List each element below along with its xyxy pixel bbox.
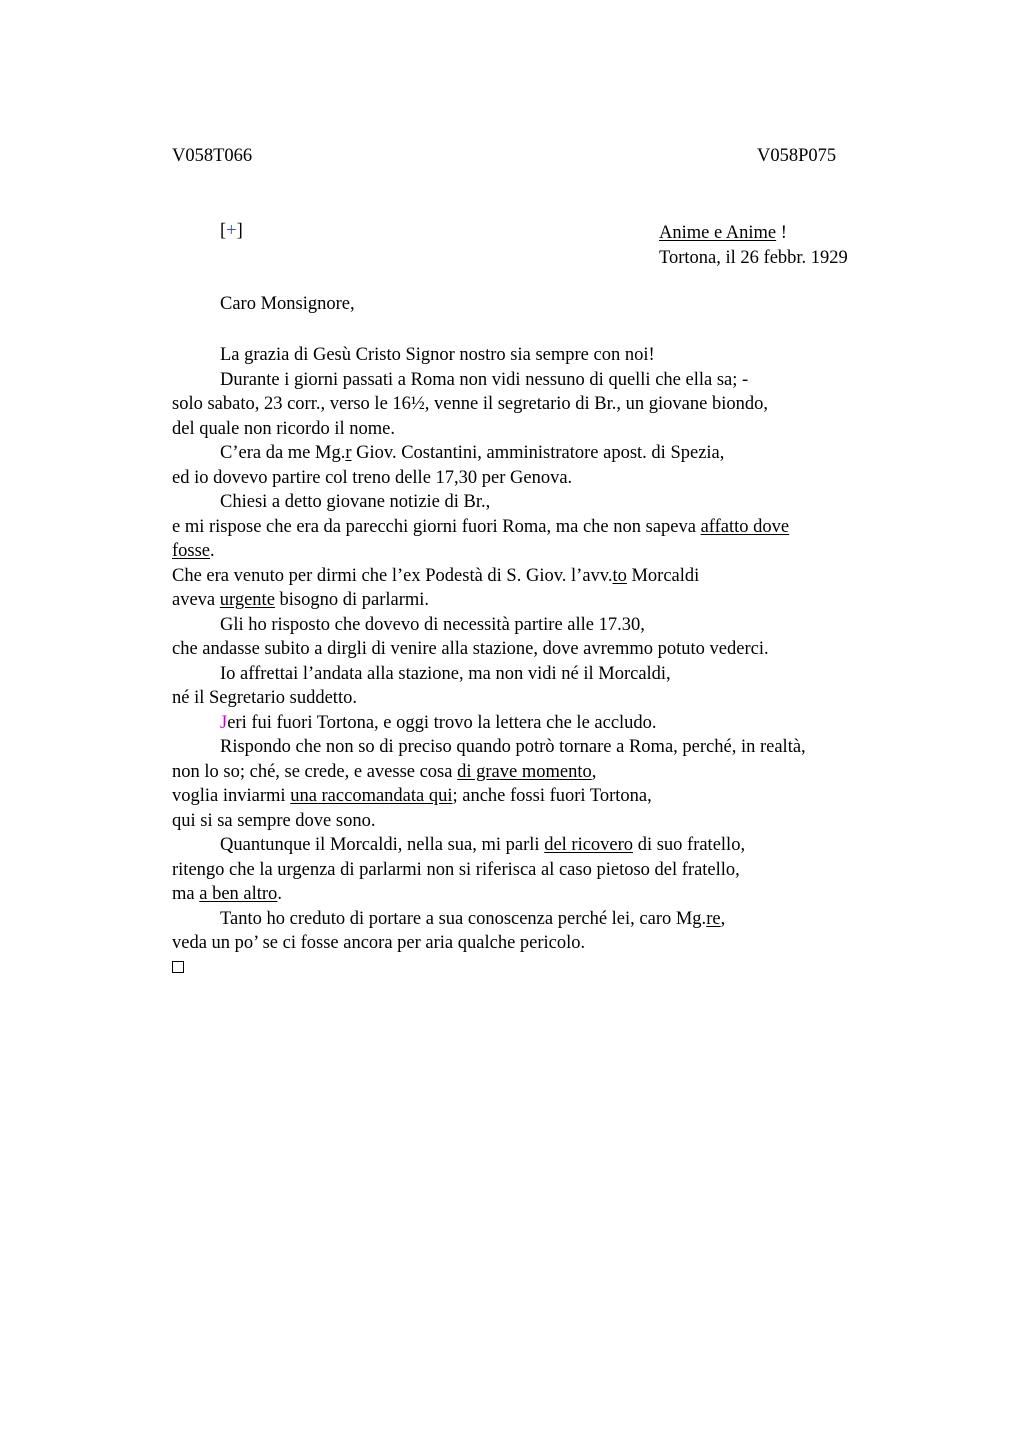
text: ma [172,884,200,904]
end-mark-line [172,956,892,981]
heading-title-line [659,221,848,246]
end-square-icon [172,961,184,973]
text: , [591,761,597,782]
body-line: veda un po’ se ci fosse ancora per aria qualche pericolo. [172,933,586,953]
heading-title-suffix: ! [776,223,787,243]
text: aveva [172,590,220,610]
text: Che era venuto per dirmi che l’ex Podestà di S. Giov. l’avv. [172,565,613,586]
heading-title: Anime e Anime [659,223,777,243]
text: e mi rispose che era da parecchi giorni fuori Roma, ma che non sapeva [172,516,701,537]
body-line: Chiesi a detto giovane notizie di Br., [220,492,491,512]
text: di suo fratello, [633,835,746,855]
body-line [172,588,892,613]
text: C’era da me Mg. [220,443,346,463]
underlined-text: fosse [172,541,211,561]
body-line [172,784,892,809]
text: non lo so; ché, se crede, e avesse cosa [172,761,458,782]
body-line: Io affrettai l’andata alla stazione, ma non vidi né il Morcaldi, [220,663,671,684]
body-line: né il Segretario suddetto. [172,688,357,708]
body-line: Rispondo che non so di preciso quando potrò tornare a Roma, perché, in realtà, [220,737,806,757]
place-date: Tortona, il 26 febbr. 1929 [659,247,848,268]
greeting: Caro Monsignore, [220,294,355,314]
body-line [172,539,892,564]
body-line: Gli ho risposto che dovevo di necessità partire alle 17.30, [220,614,645,635]
underlined-text: a ben altro [199,884,278,904]
body-line [172,907,892,932]
body-line [172,882,892,907]
underlined-text: to [612,565,627,586]
body-line: ritengo che la urgenza di parlarmi non si riferisca al caso pietoso del fratello, [172,859,740,880]
text: Tanto ho creduto di portare a sua conoscenza perché lei, caro Mg. [220,908,707,929]
document-code-left: V058T066 [172,146,253,166]
cross-open-bracket: [ [220,221,227,241]
highlighted-initial: J [220,712,228,733]
body-line [172,711,892,736]
body-line [172,564,892,589]
body-line [172,515,892,540]
body-line [172,441,892,466]
body-line [172,833,892,858]
body-line: La grazia di Gesù Cristo Signor nostro sia sempre con noi! [220,345,655,365]
underlined-text: affatto dove [700,516,790,537]
body-line: Durante i giorni passati a Roma non vidi nessuno di quelli che ella sa; - [220,369,749,390]
text: voglia inviarmi [172,786,291,806]
underlined-text: r [345,443,352,463]
text: eri fui fuori Tortona, e oggi trovo la lettera che le accludo. [227,712,657,733]
text: Morcaldi [626,565,700,586]
letter-body [172,343,892,980]
text: . [277,884,282,904]
body-line [172,760,892,785]
text: , [720,908,726,929]
text: . [210,541,215,561]
cross-plus-icon: + [226,221,237,241]
document-code-right: V058P075 [757,146,837,166]
cross-mark [220,221,243,242]
text: bisogno di parlarmi. [274,590,430,610]
text: ; anche fossi fuori Tortona, [452,786,652,806]
body-line: che andasse subito a dirgli di venire alla stazione, dove avremmo potuto vederci. [172,639,769,659]
letter-heading [659,221,848,270]
underlined-text: del ricovero [544,835,634,855]
body-line: solo sabato, 23 corr., verso le 16½, venne il segretario di Br., un giovane biondo, [172,394,768,414]
underlined-text: una raccomandata qui [290,786,453,806]
underlined-text: re [706,908,721,929]
body-line: qui si sa sempre dove sono. [172,810,376,831]
text: Giov. Costantini, amministratore apost. di Spezia, [351,443,725,463]
cross-close-bracket: ] [236,221,243,241]
underlined-text: urgente [219,590,275,610]
text: Quantunque il Morcaldi, nella sua, mi parli [220,835,545,855]
body-line: ed io dovevo partire col treno delle 17,30 per Genova. [172,467,573,488]
body-line: del quale non ricordo il nome. [172,418,395,439]
underlined-text: di grave momento [457,761,592,782]
